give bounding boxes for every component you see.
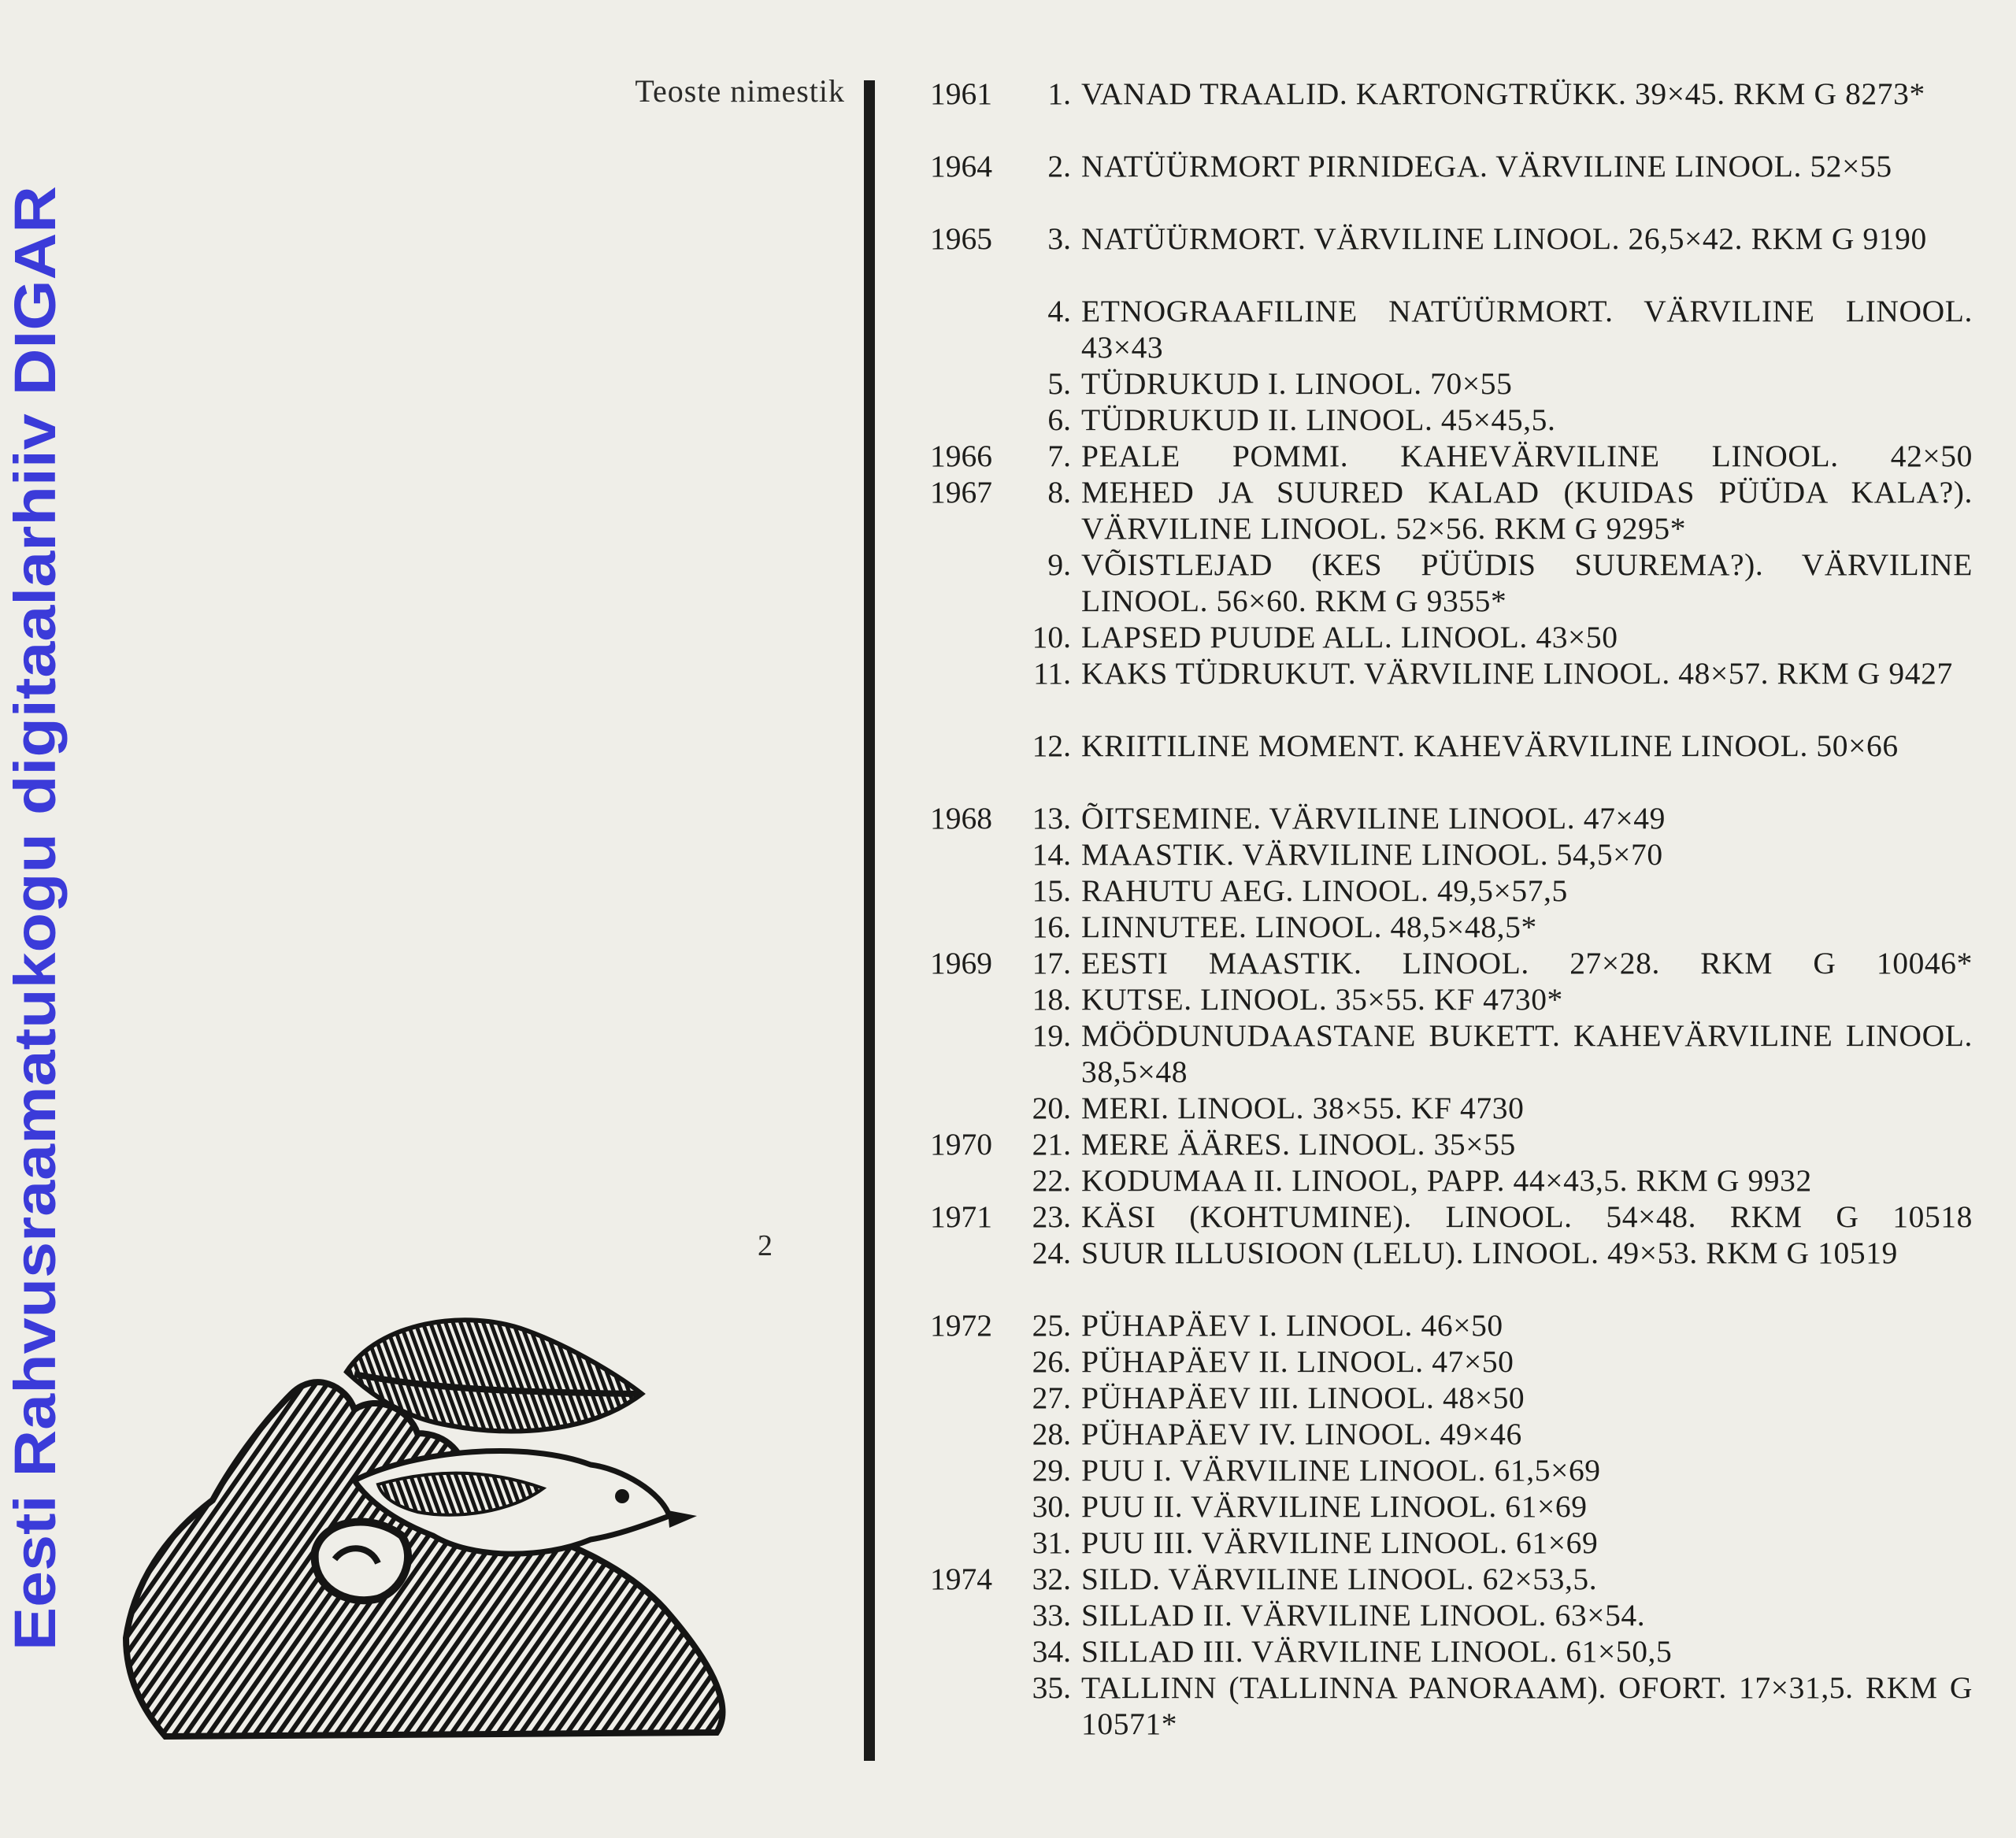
entry-title: PUU I. VÄRVILINE LINOOL. 61,5×69	[1081, 1453, 1601, 1488]
entry-title: PÜHAPÄEV II. LINOOL. 47×50	[1081, 1344, 1514, 1379]
list-item	[882, 1633, 1973, 1669]
entry-number: 33.	[1032, 1598, 1071, 1632]
entry-year: 1974	[930, 1562, 992, 1596]
entry-number: 25.	[1032, 1308, 1071, 1343]
entry-number: 8.	[1047, 475, 1071, 510]
entry-number: 21.	[1032, 1127, 1071, 1162]
entry-title: PUU III. VÄRVILINE LINOOL. 61×69	[1081, 1525, 1599, 1560]
entry-title: LAPSED PUUDE ALL. LINOOL. 43×50	[1081, 620, 1618, 654]
list-item	[882, 220, 1973, 293]
list-item	[882, 981, 1973, 1017]
entry-title: PUU II. VÄRVILINE LINOOL. 61×69	[1081, 1489, 1588, 1524]
entry-year: 1961	[930, 76, 992, 111]
page-number: 2	[758, 1229, 773, 1262]
list-item	[882, 1525, 1973, 1561]
entry-number: 12.	[1032, 728, 1071, 763]
entry-title: TÜDRUKUD I. LINOOL. 70×55	[1081, 366, 1513, 401]
entry-year: 1964	[930, 149, 992, 183]
list-item	[882, 1235, 1973, 1307]
entry-title: MERI. LINOOL. 38×55. KF 4730	[1081, 1091, 1525, 1125]
archive-watermark	[0, 0, 68, 1838]
entry-title: KRIITILINE MOMENT. KAHEVÄRVILINE LINOOL. 50×66	[1081, 728, 1899, 763]
entry-title: MAASTIK. VÄRVILINE LINOOL. 54,5×70	[1081, 837, 1663, 872]
list-item	[882, 1199, 1973, 1235]
entry-number: 35.	[1032, 1670, 1071, 1705]
entry-title: SILD. VÄRVILINE LINOOL. 62×53,5.	[1081, 1562, 1598, 1596]
list-item	[882, 402, 1973, 438]
entry-number: 28.	[1032, 1417, 1071, 1451]
entry-title: EESTI MAASTIK. LINOOL. 27×28. RKM G 10046*	[1081, 946, 1973, 980]
entry-title: MEHED JA SUURED KALAD (KUIDAS PÜÜDA KALA?). VÄRVILINE LINOOL. 52×56. RKM G 9295*	[1081, 475, 1973, 546]
entry-title: PÜHAPÄEV III. LINOOL. 48×50	[1081, 1380, 1525, 1415]
list-item	[882, 1343, 1973, 1380]
archive-watermark-text: Eesti Rahvusraamatukogu digitaalarhiiv DIGAR	[2, 339, 68, 1651]
list-item	[882, 1452, 1973, 1488]
entry-number: 24.	[1032, 1236, 1071, 1270]
list-item	[882, 547, 1973, 619]
entry-number: 13.	[1032, 801, 1071, 836]
entry-number: 10.	[1032, 620, 1071, 654]
entry-title: MERE ÄÄRES. LINOOL. 35×55	[1081, 1127, 1516, 1162]
list-item	[882, 836, 1973, 873]
list-item	[882, 945, 1973, 981]
list-item	[882, 1488, 1973, 1525]
entry-year: 1966	[930, 439, 992, 473]
list-item	[882, 655, 1973, 728]
entry-number: 7.	[1047, 439, 1071, 473]
entry-title: ETNOGRAAFILINE NATÜÜRMORT. VÄRVILINE LINOOL. 43×43	[1081, 294, 1973, 365]
entry-title: NATÜÜRMORT PIRNIDEGA. VÄRVILINE LINOOL. 52×55	[1081, 149, 1892, 183]
entry-title: PÜHAPÄEV I. LINOOL. 46×50	[1081, 1308, 1503, 1343]
entry-title: LINNUTEE. LINOOL. 48,5×48,5*	[1081, 910, 1537, 944]
works-list	[882, 76, 1973, 1742]
list-item	[882, 1380, 1973, 1416]
entry-number: 1.	[1047, 76, 1071, 111]
entry-number: 3.	[1047, 221, 1071, 256]
list-item	[882, 293, 1973, 365]
column-divider	[864, 80, 875, 1761]
entry-title: KAKS TÜDRUKUT. VÄRVILINE LINOOL. 48×57. RKM G 9427	[1081, 656, 1953, 691]
list-item	[882, 619, 1973, 655]
list-item	[882, 1597, 1973, 1633]
list-item	[882, 365, 1973, 402]
entry-number: 14.	[1032, 837, 1071, 872]
entry-number: 26.	[1032, 1344, 1071, 1379]
entry-number: 22.	[1032, 1163, 1071, 1198]
list-item	[882, 148, 1973, 220]
entry-title: RAHUTU AEG. LINOOL. 49,5×57,5	[1081, 873, 1568, 908]
list-item	[882, 76, 1973, 148]
list-item	[882, 1669, 1973, 1742]
entry-number: 6.	[1047, 402, 1071, 437]
entry-number: 11.	[1033, 656, 1071, 691]
hand-bird-lips-woodcut-icon	[118, 1299, 795, 1740]
entry-title: VANAD TRAALID. KARTONGTRÜKK. 39×45. RKM G 8273*	[1081, 76, 1925, 111]
entry-title: TÜDRUKUD II. LINOOL. 45×45,5.	[1081, 402, 1556, 437]
entry-number: 34.	[1032, 1634, 1071, 1669]
list-item	[882, 800, 1973, 836]
list-item	[882, 909, 1973, 945]
list-item	[882, 1090, 1973, 1126]
entry-title: SILLAD III. VÄRVILINE LINOOL. 61×50,5	[1081, 1634, 1673, 1669]
entry-number: 31.	[1032, 1525, 1071, 1560]
entry-number: 16.	[1032, 910, 1071, 944]
entry-number: 23.	[1032, 1199, 1071, 1234]
entry-title: VÕISTLEJAD (KES PÜÜDIS SUUREMA?). VÄRVILINE LINOOL. 56×60. RKM G 9355*	[1081, 547, 1973, 618]
entry-title: MÖÖDUNUDAASTANE BUKETT. KAHEVÄRVILINE LINOOL. 38,5×48	[1081, 1018, 1973, 1089]
entry-year: 1971	[930, 1199, 992, 1234]
entry-title: NATÜÜRMORT. VÄRVILINE LINOOL. 26,5×42. RKM G 9190	[1081, 221, 1927, 256]
entry-number: 4.	[1047, 294, 1071, 328]
list-item	[882, 1307, 1973, 1343]
entry-number: 20.	[1032, 1091, 1071, 1125]
entry-number: 27.	[1032, 1380, 1071, 1415]
entry-number: 29.	[1032, 1453, 1071, 1488]
list-item	[882, 873, 1973, 909]
entry-title: TALLINN (TALLINNA PANORAAM). OFORT. 17×31,5. RKM G 10571*	[1081, 1670, 1973, 1741]
entry-title: ÕITSEMINE. VÄRVILINE LINOOL. 47×49	[1081, 801, 1666, 836]
entry-year: 1969	[930, 946, 992, 980]
entry-year: 1970	[930, 1127, 992, 1162]
entry-number: 30.	[1032, 1489, 1071, 1524]
entry-number: 18.	[1032, 982, 1071, 1017]
entry-number: 15.	[1032, 873, 1071, 908]
entry-year: 1965	[930, 221, 992, 256]
list-item	[882, 474, 1973, 547]
list-item	[882, 728, 1973, 800]
entry-title: SUUR ILLUSIOON (LELU). LINOOL. 49×53. RKM G 10519	[1081, 1236, 1898, 1270]
entry-number: 19.	[1032, 1018, 1071, 1053]
entry-number: 32.	[1032, 1562, 1071, 1596]
entry-title: PÜHAPÄEV IV. LINOOL. 49×46	[1081, 1417, 1522, 1451]
entry-title: SILLAD II. VÄRVILINE LINOOL. 63×54.	[1081, 1598, 1646, 1632]
entry-title: PEALE POMMI. KAHEVÄRVILINE LINOOL. 42×50	[1081, 439, 1973, 473]
entry-title: KÄSI (KOHTUMINE). LINOOL. 54×48. RKM G 10518	[1081, 1199, 1973, 1234]
entry-number: 9.	[1047, 547, 1071, 582]
list-item	[882, 1162, 1973, 1199]
entry-year: 1967	[930, 475, 992, 510]
entry-year: 1972	[930, 1308, 992, 1343]
list-item	[882, 1561, 1973, 1597]
entry-title: KODUMAA II. LINOOL, PAPP. 44×43,5. RKM G 9932	[1081, 1163, 1812, 1198]
list-item	[882, 1017, 1973, 1090]
entry-year: 1968	[930, 801, 992, 836]
list-item	[882, 1416, 1973, 1452]
list-item	[882, 438, 1973, 474]
entry-number: 5.	[1047, 366, 1071, 401]
entry-title: KUTSE. LINOOL. 35×55. KF 4730*	[1081, 982, 1563, 1017]
entry-number: 2.	[1047, 149, 1071, 183]
list-item	[882, 1126, 1973, 1162]
entry-number: 17.	[1032, 946, 1071, 980]
section-title: Teoste nimestik	[635, 73, 845, 109]
